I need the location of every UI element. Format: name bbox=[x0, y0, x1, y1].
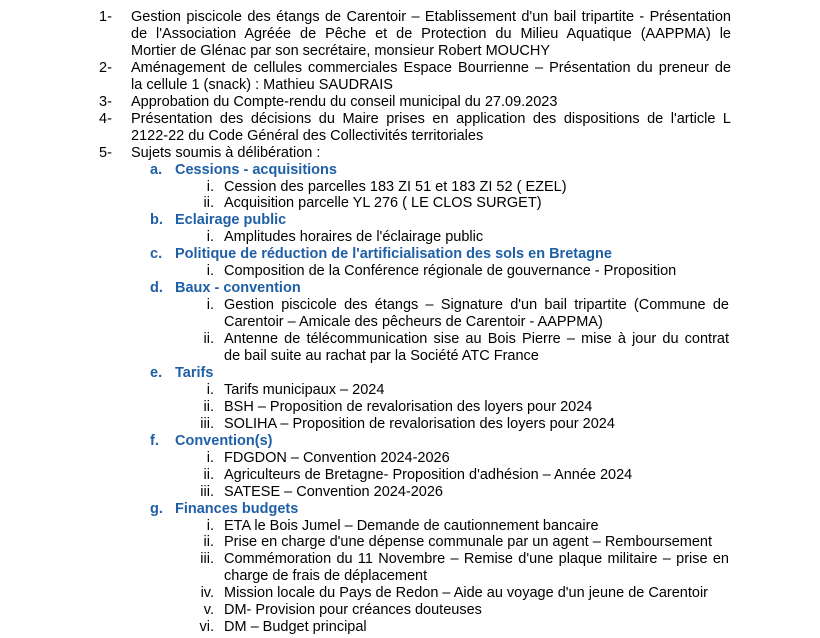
sub-item-text: Tarifs municipaux – 2024 bbox=[224, 381, 385, 398]
sub-item-text: Carentoir – Amicale des pêcheurs de Carentoir - AAPPMA) bbox=[224, 314, 603, 331]
sub-item-numeral: iv. bbox=[200, 585, 214, 602]
section-title: Convention(s) bbox=[175, 432, 273, 449]
item-text: Sujets soumis à délibération : bbox=[131, 144, 321, 161]
section-title: Finances budgets bbox=[175, 500, 299, 517]
sub-item-numeral: ii. bbox=[203, 534, 214, 551]
section-letter: d. bbox=[150, 280, 163, 297]
sub-item-text: Mission locale du Pays de Redon – Aide au voyage d'un jeune de Carentoir bbox=[224, 585, 709, 602]
sub-item-numeral: i. bbox=[206, 297, 214, 314]
sub-item-text: Amplitudes horaires de l'éclairage public bbox=[224, 229, 484, 246]
sub-item-numeral: iii. bbox=[200, 483, 214, 500]
sub-item-text: Antenne de télécommunication sise au Bois Pierre – mise à jour du contrat bbox=[224, 331, 729, 348]
sub-item-numeral: i. bbox=[206, 517, 214, 534]
sub-item-text: Agriculteurs de Bretagne- Proposition d'adhésion – Année 2024 bbox=[224, 466, 633, 483]
item-number: 2- bbox=[99, 59, 112, 76]
sub-item-numeral: i. bbox=[206, 263, 214, 280]
sub-item-text: FDGDON – Convention 2024-2026 bbox=[224, 449, 450, 466]
sub-item-numeral: i. bbox=[206, 449, 214, 466]
sub-item-text: SATESE – Convention 2024-2026 bbox=[224, 483, 443, 500]
section-title: Politique de réduction de l'artificialisation des sols en Bretagne bbox=[175, 246, 612, 263]
sub-item-text: SOLIHA – Proposition de revalorisation des loyers pour 2024 bbox=[224, 415, 615, 432]
sub-item-numeral: ii. bbox=[203, 398, 214, 415]
sub-item-text: BSH – Proposition de revalorisation des loyers pour 2024 bbox=[224, 398, 593, 415]
section-letter: a. bbox=[150, 161, 163, 178]
item-number: 4- bbox=[99, 110, 112, 127]
sub-item-text: Composition de la Conférence régionale de gouvernance - Proposition bbox=[224, 263, 677, 280]
item-number: 3- bbox=[99, 93, 112, 110]
item-text: 2122-22 du Code Général des Collectivités territoriales bbox=[131, 127, 484, 144]
section-letter: c. bbox=[150, 246, 163, 263]
item-text: la cellule 1 (snack) : Mathieu SAUDRAIS bbox=[131, 76, 393, 93]
sub-item-numeral: i. bbox=[206, 229, 214, 246]
sub-item-text: ETA le Bois Jumel – Demande de cautionnement bancaire bbox=[224, 517, 599, 534]
sub-item-numeral: i. bbox=[206, 381, 214, 398]
sub-item-numeral: iii. bbox=[200, 551, 214, 568]
section-letter: b. bbox=[150, 212, 163, 229]
sub-item-text: Gestion piscicole des étangs – Signature d'un bail tripartite (Commune de bbox=[224, 297, 729, 314]
item-text: Mortier de Glénac par son secrétaire, monsieur Robert MOUCHY bbox=[131, 42, 551, 59]
sub-item-numeral: ii. bbox=[203, 466, 214, 483]
section-letter: f. bbox=[150, 432, 159, 449]
item-text: de l'Association Agréée de Pêche et de Protection du Milieu Aquatique (AAPPMA) le bbox=[131, 25, 731, 42]
section-title: Tarifs bbox=[175, 364, 214, 381]
item-number: 5- bbox=[99, 144, 112, 161]
sub-item-numeral: iii. bbox=[200, 415, 214, 432]
item-text: Gestion piscicole des étangs de Carentoir – Etablissement d'un bail tripartite - Présentation bbox=[131, 9, 731, 25]
sub-item-text: Cession des parcelles 183 ZI 51 et 183 ZI 52 ( EZEL) bbox=[224, 178, 567, 195]
sub-item-text: Commémoration du 11 Novembre – Remise d'une plaque militaire – prise en bbox=[224, 551, 729, 568]
sub-item-numeral: ii. bbox=[203, 331, 214, 348]
item-text: Approbation du Compte-rendu du conseil municipal du 27.09.2023 bbox=[131, 93, 558, 110]
section-title: Eclairage public bbox=[175, 212, 287, 229]
section-title: Baux - convention bbox=[175, 280, 301, 297]
section-letter: e. bbox=[150, 364, 163, 381]
item-number: 1- bbox=[99, 9, 112, 25]
item-text: Aménagement de cellules commerciales Espace Bourrienne – Présentation du preneur de bbox=[131, 59, 731, 76]
sub-item-numeral: v. bbox=[203, 602, 214, 619]
section-title: Cessions - acquisitions bbox=[175, 161, 337, 178]
sub-item-text: Acquisition parcelle YL 276 ( LE CLOS SURGET) bbox=[224, 195, 542, 212]
sub-item-text: DM – Budget principal bbox=[224, 619, 367, 636]
item-text: Présentation des décisions du Maire prises en application des dispositions de l'article L bbox=[131, 110, 731, 127]
sub-item-text: Prise en charge d'une dépense communale par un agent – Remboursement bbox=[224, 534, 713, 551]
sub-item-text: charge de frais de déplacement bbox=[224, 568, 428, 585]
sub-item-text: de bail suite au rachat par la Société ATC France bbox=[224, 348, 539, 364]
section-letter: g. bbox=[150, 500, 163, 517]
sub-item-text: DM- Provision pour créances douteuses bbox=[224, 602, 482, 619]
sub-item-numeral: ii. bbox=[203, 195, 214, 212]
sub-item-numeral: vi. bbox=[199, 619, 214, 636]
sub-item-numeral: i. bbox=[206, 178, 214, 195]
